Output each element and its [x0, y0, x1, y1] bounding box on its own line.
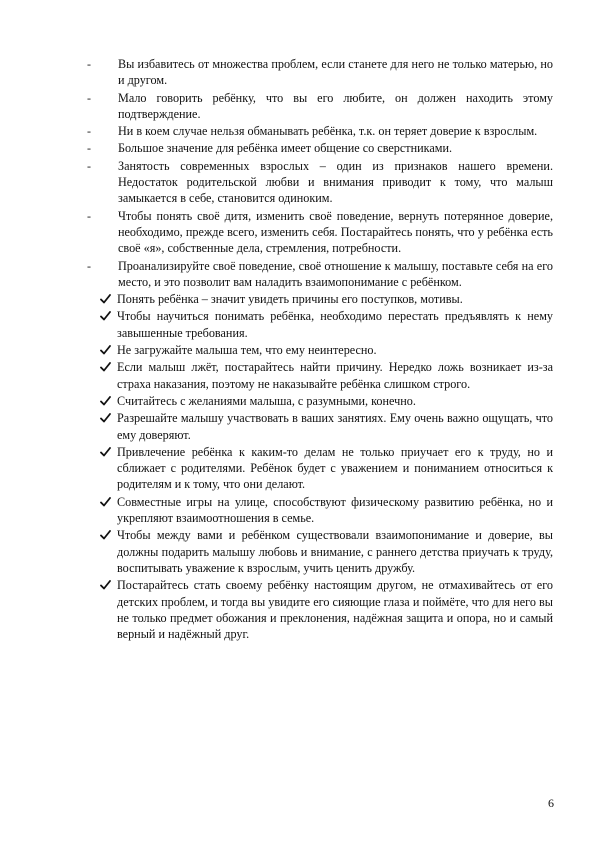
check-list-item	[0, 410, 595, 443]
dash-bullet: -	[87, 208, 91, 223]
dash-list-item-text: Проанализируйте своё поведение, своё отношение к малышу, поставьте себя на его место, и это позволит вам наладить взаимопонимание с ребёнком.	[118, 258, 553, 289]
dash-list-item-text: Мало говорить ребёнку, что вы его любите, он должен находить этому подтверждение.	[118, 90, 553, 121]
checkmark-icon	[100, 393, 112, 409]
check-list-item	[0, 527, 595, 576]
dash-list-item	[0, 56, 595, 89]
page-content	[0, 56, 595, 643]
dash-bullet: -	[87, 57, 91, 71]
checkmark-icon	[100, 342, 112, 358]
dash-list-item	[0, 158, 595, 207]
check-list-item-text: Постарайтесь стать своему ребёнку настоящим другом, не отмахивайтесь от его детских проблем, и тогда вы увидите его сияющие глаза и поймёте, что для него вы не только предмет обожания и преклонения, надёжная защита и опора, но и самый верный и надёжный друг.	[117, 578, 553, 642]
check-list-item-text: Считайтесь с желаниями малыша, с разумными, конечно.	[117, 393, 416, 408]
dash-list-item	[0, 123, 595, 139]
check-list-item-text: Если малыш лжёт, постарайтесь найти причину. Нередко ложь возникает из-за страха наказания, поэтому не наказывайте ребёнка слишком строго.	[117, 360, 553, 391]
checkmark-icon	[100, 577, 112, 593]
dash-bullet: -	[87, 141, 91, 156]
check-list-item-text: Привлечение ребёнка к каким-то делам не только приучает его к труду, но и сближает с родителями. Ребёнок будет с уважением и пониманием относиться к родителям и к тому, что они делают.	[117, 444, 553, 492]
dash-list-item-text: Занятость современных взрослых – один из признаков нашего времени. Недостаток родительской любви и внимания приводит к тому, что малыш замыкается в себе, становится одиноким.	[118, 158, 553, 206]
dash-list-item-text: Чтобы понять своё дитя, изменить своё поведение, вернуть потерянное доверие, необходимо, прежде всего, изменить себя. Постарайтесь понять, что у ребёнка есть своё «я», собственные дела, стремления, потребности.	[118, 208, 553, 256]
page-number: 6	[548, 796, 554, 810]
checkmark-icon	[100, 308, 112, 324]
check-list-item-text: Понять ребёнка – значит увидеть причины его поступков, мотивы.	[117, 292, 463, 307]
checkmark-icon	[100, 494, 112, 510]
dash-bullet: -	[87, 124, 91, 139]
dash-list-item-text: Вы избавитесь от множества проблем, если станете для него не только матерью, но и другом.	[118, 57, 553, 88]
checkmark-icon	[100, 527, 112, 543]
checkmark-icon	[100, 359, 112, 375]
checkmark-icon	[100, 444, 112, 460]
dash-list-item-text: Ни в коем случае нельзя обманывать ребёнка, т.к. он теряет доверие к взрослым.	[118, 124, 538, 139]
dash-list-item	[0, 258, 595, 291]
check-list	[0, 291, 595, 642]
check-list-item	[0, 393, 595, 409]
check-list-item-text: Чтобы научиться понимать ребёнка, необходимо перестать предъявлять к нему завышенные требования.	[117, 309, 553, 340]
check-list-item	[0, 359, 595, 392]
dash-list-item-text: Большое значение для ребёнка имеет общение со сверстниками.	[118, 141, 453, 156]
dash-list	[0, 56, 595, 290]
dash-bullet: -	[87, 90, 91, 105]
check-list-item-text: Чтобы между вами и ребёнком существовали взаимопонимание и доверие, вы должны подарить малышу любовь и внимание, с раннего детства приучать к труду, воспитывать уважение к взрослым, учить ценить дружбу.	[117, 528, 553, 575]
check-list-item-text: Не загружайте малыша тем, что ему неинтересно.	[117, 343, 377, 358]
checkmark-icon	[100, 410, 112, 426]
check-list-item	[0, 308, 595, 341]
checkmark-icon	[100, 291, 112, 307]
check-list-item	[0, 577, 595, 642]
dash-list-item	[0, 90, 595, 123]
check-list-item-text: Разрешайте малышу участвовать в ваших занятиях. Ему очень важно ощущать, что ему доверяют.	[117, 411, 553, 442]
dash-bullet: -	[87, 158, 91, 173]
check-list-item	[0, 444, 595, 493]
check-list-item	[0, 494, 595, 527]
dash-list-item	[0, 208, 595, 257]
check-list-item	[0, 291, 595, 307]
check-list-item	[0, 342, 595, 358]
dash-bullet: -	[87, 258, 91, 273]
check-list-item-text: Совместные игры на улице, способствуют физическому развитию ребёнка, но и укрепляют взаимоотношения в семье.	[117, 494, 553, 526]
dash-list-item	[0, 140, 595, 156]
